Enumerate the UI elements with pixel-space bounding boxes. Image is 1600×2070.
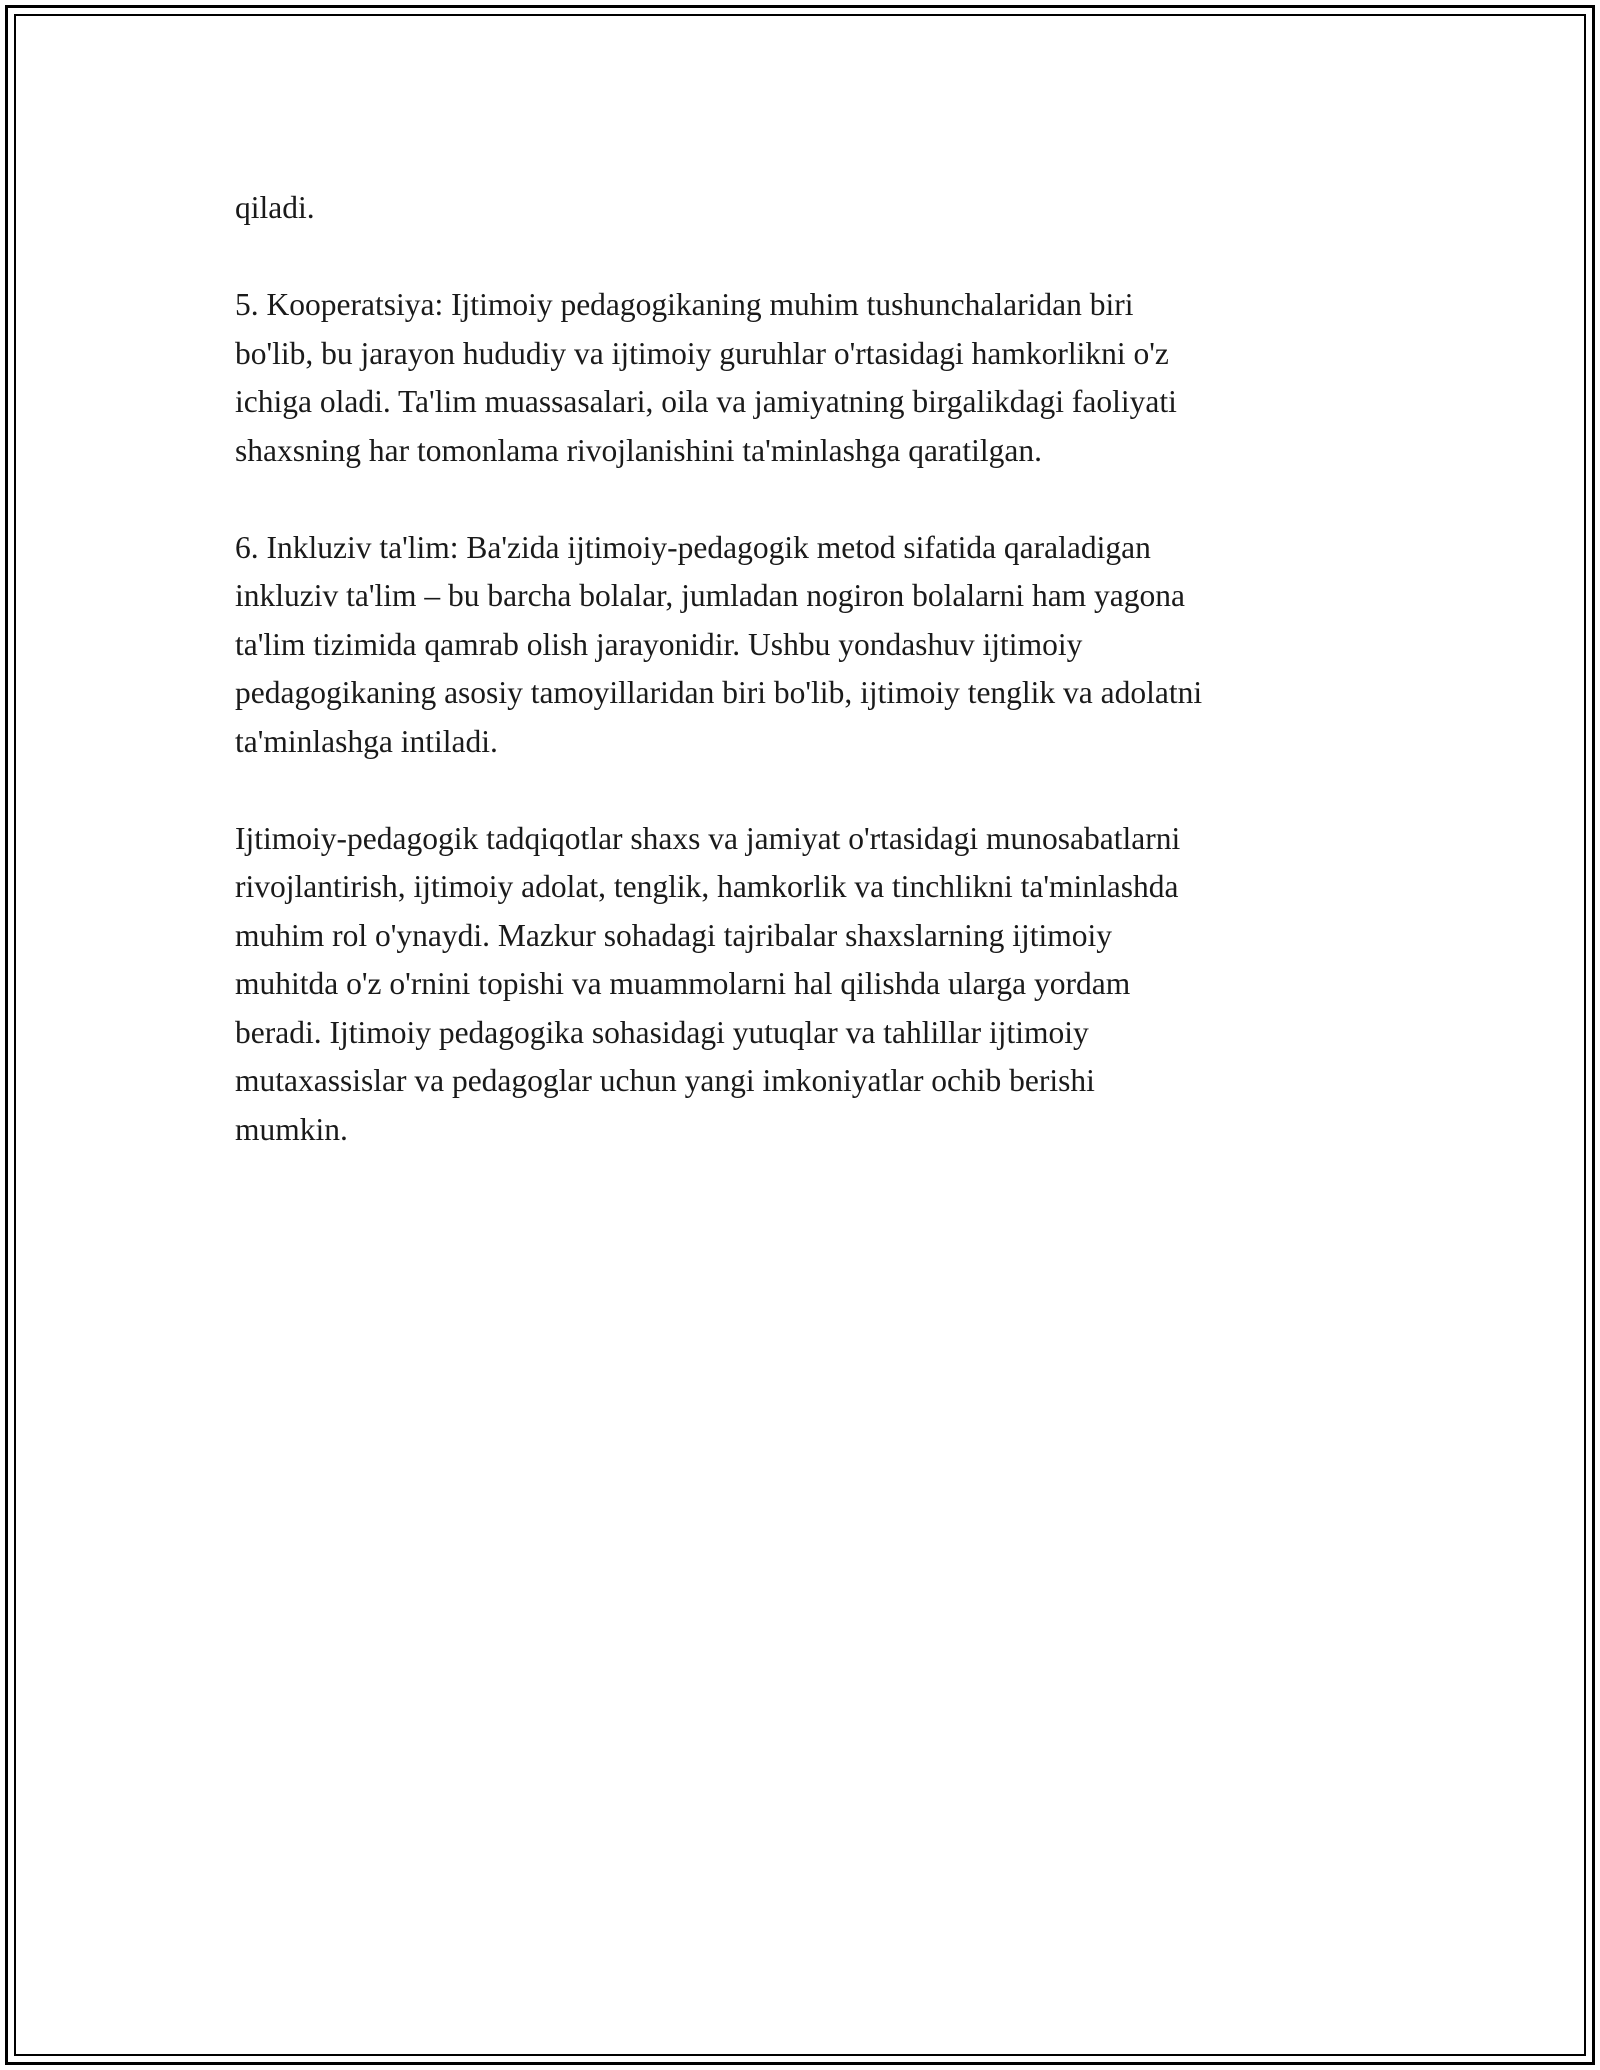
text-line: qiladi. (235, 190, 315, 225)
text-line: pedagogikaning asosiy tamoyillaridan biri bo'lib, ijtimoiy tenglik va adolatni (235, 675, 1203, 710)
paragraph-kooperatsiya (235, 281, 1375, 475)
text-line: Ijtimoiy-pedagogik tadqiqotlar shaxs va jamiyat o'rtasidagi munosabatlarni (235, 820, 1181, 856)
paragraph-conclusion (235, 815, 1375, 1155)
text-line: beradi. Ijtimoiy pedagogika sohasidagi yutuqlar va tahlillar ijtimoiy (235, 1014, 1089, 1050)
text-line: muhitda o'z o'rnini topishi va muammolarni hal qilishda ularga yordam (235, 966, 1131, 1001)
text-line: bo'lib, bu jarayon hududiy va ijtimoiy guruhlar o'rtasidagi hamkorlikni o'z (235, 335, 1169, 371)
text-line: rivojlantirish, ijtimoiy adolat, tenglik, hamkorlik va tinchlikni ta'minlashda (235, 869, 1179, 904)
text-line: ichiga oladi. Ta'lim muassasalari, oila va jamiyatning birgalikdagi faoliyati (235, 384, 1177, 419)
paragraph-inkluziv-talim (235, 524, 1375, 767)
paragraph-continuation (235, 184, 1375, 233)
text-line: mumkin. (235, 1111, 348, 1147)
text-line: muhim rol o'ynaydi. Mazkur sohadagi tajribalar shaxslarning ijtimoiy (235, 917, 1113, 953)
text-line: ta'minlashga intiladi. (235, 723, 498, 759)
text-line: mutaxassislar va pedagoglar uchun yangi imkoniyatlar ochib berishi (235, 1063, 1095, 1098)
text-line: ta'lim tizimida qamrab olish jarayonidir. Ushbu yondashuv ijtimoiy (235, 626, 1083, 662)
text-line: shaxsning har tomonlama rivojlanishini ta'minlashga qaratilgan. (235, 432, 1043, 468)
document-body (235, 184, 1375, 1203)
text-line: inkluziv ta'lim – bu barcha bolalar, jumladan nogiron bolalarni ham yagona (235, 578, 1186, 613)
text-line: 6. Inkluziv ta'lim: Ba'zida ijtimoiy-pedagogik metod sifatida qaraladigan (235, 529, 1151, 565)
text-line: 5. Kooperatsiya: Ijtimoiy pedagogikaning muhim tushunchalaridan biri (235, 287, 1134, 322)
